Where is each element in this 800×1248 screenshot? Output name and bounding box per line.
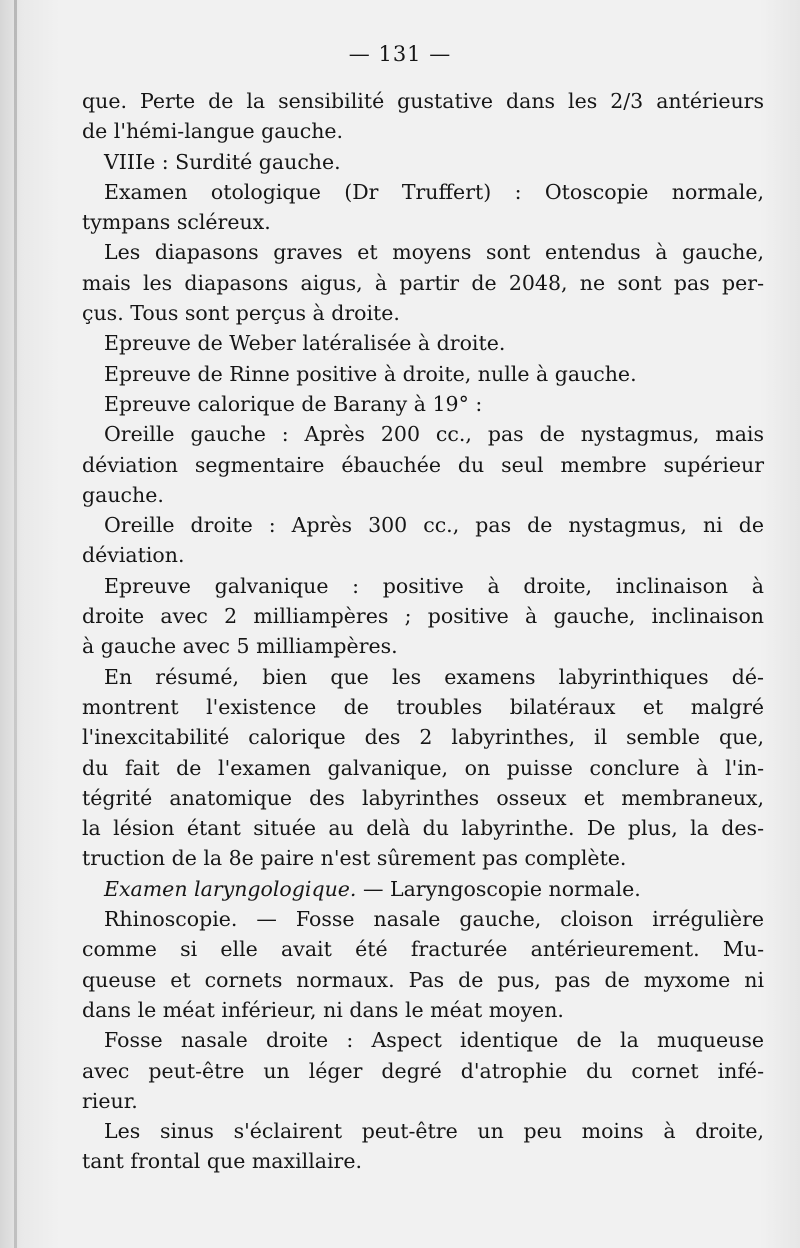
text-line: du fait de l'examen galvanique, on puisse conclure à l'in-: [82, 755, 764, 780]
text-line: Examen otologique (Dr Truffert) : Otoscopie normale,: [104, 179, 764, 204]
text-line: VIIIe : Surdité gauche.: [104, 149, 341, 174]
text-line: Oreille gauche : Après 200 cc., pas de nystagmus, mais: [104, 422, 764, 447]
text-line: Epreuve calorique de Barany à 19° :: [104, 391, 483, 416]
text-line: Epreuve de Weber latéralisée à droite.: [104, 331, 506, 356]
text-line: Les diapasons graves et moyens sont entendus à gauche,: [104, 240, 764, 265]
text-line: l'inexcitabilité calorique des 2 labyrinthes, il semble que,: [82, 725, 764, 750]
text-line: tympans scléreux.: [82, 210, 271, 235]
text-line: montrent l'existence de troubles bilatéraux et malgré: [82, 694, 764, 719]
section-heading-italic: Examen laryngologique.: [104, 876, 357, 901]
text-line: droite avec 2 milliampères ; positive à gauche, inclinaison: [82, 604, 764, 629]
text-line: Epreuve galvanique : positive à droite, inclinaison à: [104, 573, 764, 598]
text-line: déviation.: [82, 543, 185, 568]
text-line: queuse et cornets normaux. Pas de pus, pas de myxome ni: [82, 967, 764, 992]
text-line: avec peut-être un léger degré d'atrophie du cornet infé-: [82, 1058, 764, 1083]
text-line: Epreuve de Rinne positive à droite, nulle à gauche.: [104, 361, 637, 386]
body-text: [82, 86, 764, 1177]
text-line: comme si elle avait été fracturée antérieurement. Mu-: [82, 937, 764, 962]
text-line: truction de la 8e paire n'est sûrement pas complète.: [82, 846, 627, 871]
text-line: tant frontal que maxillaire.: [82, 1149, 362, 1174]
text-line: de l'hémi-langue gauche.: [82, 119, 344, 144]
text-line: Oreille droite : Après 300 cc., pas de nystagmus, ni de: [104, 513, 764, 538]
section-heading-rest: — Laryngoscopie normale.: [356, 876, 641, 901]
text-line: la lésion étant située au delà du labyrinthe. De plus, la des-: [82, 816, 764, 841]
text-line: çus. Tous sont perçus à droite.: [82, 301, 400, 326]
text-line: mais les diapasons aigus, à partir de 2048, ne sont pas per-: [82, 270, 764, 295]
text-line: Fosse nasale droite : Aspect identique de la muqueuse: [104, 1028, 764, 1053]
page-number: — 131 —: [348, 42, 452, 66]
text-line: à gauche avec 5 milliampères.: [82, 634, 398, 659]
binding-shadow: [14, 0, 17, 1248]
text-line: gauche.: [82, 482, 164, 507]
text-line-laryngology: [82, 874, 764, 904]
text-line: tégrité anatomique des labyrinthes osseux et membraneux,: [82, 785, 764, 810]
text-line: que. Perte de la sensibilité gustative dans les 2/3 antérieurs: [82, 89, 764, 113]
text-line: En résumé, bien que les examens labyrinthiques dé-: [104, 664, 764, 689]
text-line: déviation segmentaire ébauchée du seul membre supérieur: [82, 452, 764, 477]
text-line: rieur.: [82, 1088, 138, 1113]
text-line: Rhinoscopie. — Fosse nasale gauche, cloison irrégulière: [104, 907, 764, 932]
text-line: Les sinus s'éclairent peut-être un peu moins à droite,: [104, 1119, 764, 1144]
text-line: dans le méat inférieur, ni dans le méat moyen.: [82, 997, 564, 1022]
